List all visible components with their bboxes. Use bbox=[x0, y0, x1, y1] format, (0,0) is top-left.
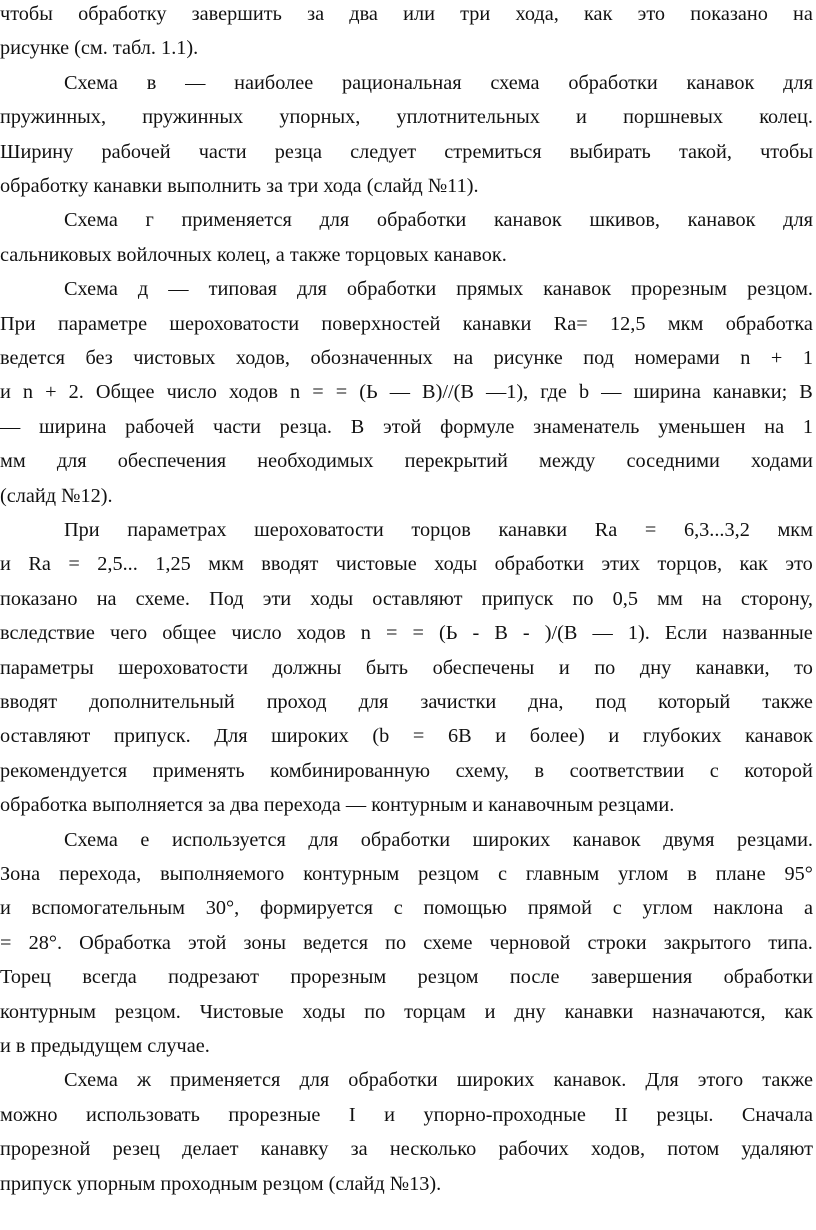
text-line: чтобы обработку завершить за два или три хода, как это показано на bbox=[0, 3, 813, 25]
text-line: контурным резцом. Чистовые ходы по торцам и дну канавки назначаются, как bbox=[0, 1000, 813, 1023]
text-line: обработка выполняется за два перехода — контурным и канавочным резцами. bbox=[0, 794, 675, 817]
text-line: Схема г применяется для обработки канавок шкивов, канавок для bbox=[64, 209, 813, 232]
text-line: (слайд №12). bbox=[0, 484, 113, 507]
text-line: рекомендуется применять комбинированную схему, в соответствии с которой bbox=[0, 759, 813, 782]
text-line: прорезной резец делает канавку за несколько рабочих ходов, потом удаляют bbox=[0, 1138, 813, 1161]
text-line: Торец всегда подрезают прорезным резцом после завершения обработки bbox=[0, 966, 813, 989]
text-line: Зона перехода, выполняемого контурным резцом с главным углом в плане 95° bbox=[0, 863, 813, 885]
text-line: и Ra = 2,5... 1,25 мкм вводят чистовые ходы обработки этих торцов, как это bbox=[0, 553, 813, 576]
text-line: Схема ж применяется для обработки широких канавок. Для этого также bbox=[64, 1069, 813, 1092]
text-line: При параметре шероховатости поверхностей канавки Ra= 12,5 мкм обработка bbox=[0, 312, 813, 335]
text-line: вводят дополнительный проход для зачистки дна, под который также bbox=[0, 691, 813, 713]
text-line: ведется без чистовых ходов, обозначенных на рисунке под номерами n + 1 bbox=[0, 347, 813, 369]
text-line: рисунке (см. табл. 1.1). bbox=[0, 37, 199, 60]
text-line: припуск упорным проходным резцом (слайд №13). bbox=[0, 1172, 442, 1195]
text-line: пружинных, пружинных упорных, уплотнительных и поршневых колец. bbox=[0, 106, 813, 129]
text-line: сальниковых войлочных колец, а также торцовых канавок. bbox=[0, 243, 507, 266]
text-line: параметры шероховатости должны быть обеспечены и по дну канавки, то bbox=[0, 656, 813, 679]
text-line: и в предыдущем случае. bbox=[0, 1035, 210, 1057]
text-line: Схема д — типовая для обработки прямых канавок прорезным резцом. bbox=[64, 278, 813, 301]
text-line: Схема в — наиболее рациональная схема обработки канавок для bbox=[64, 71, 813, 94]
text-line: Схема е используется для обработки широких канавок двумя резцами. bbox=[64, 828, 813, 851]
text-line: = 28°. Обработка этой зоны ведется по схеме черновой строки закрытого типа. bbox=[0, 931, 813, 954]
text-line: показано на схеме. Под эти ходы оставляют припуск по 0,5 мм на сторону, bbox=[0, 587, 813, 610]
text-line: оставляют припуск. Для широких (b = 6В и более) и глубоких канавок bbox=[0, 725, 813, 748]
text-line: можно использовать прорезные I и упорно-проходные II резцы. Сначала bbox=[0, 1103, 813, 1126]
text-line: вследствие чего общее число ходов n = = (Ь - В - )/(В — 1). Если названные bbox=[0, 622, 813, 645]
text-line: — ширина рабочей части резца. В этой формуле знаменатель уменьшен на 1 bbox=[0, 415, 813, 438]
text-line: и вспомогательным 30°, формируется с помощью прямой с углом наклона а bbox=[0, 897, 813, 920]
text-line: Ширину рабочей части резца следует стремиться выбирать такой, чтобы bbox=[0, 140, 813, 163]
text-line: При параметрах шероховатости торцов канавки Ra = 6,3...3,2 мкм bbox=[64, 519, 813, 541]
text-line: мм для обеспечения необходимых перекрытий между соседними ходами bbox=[0, 450, 813, 473]
text-line: обработку канавки выполнить за три хода (слайд №11). bbox=[0, 175, 479, 197]
text-line: и n + 2. Общее число ходов n = = (Ь — В)//(В —1), где b — ширина канавки; В bbox=[0, 381, 813, 404]
